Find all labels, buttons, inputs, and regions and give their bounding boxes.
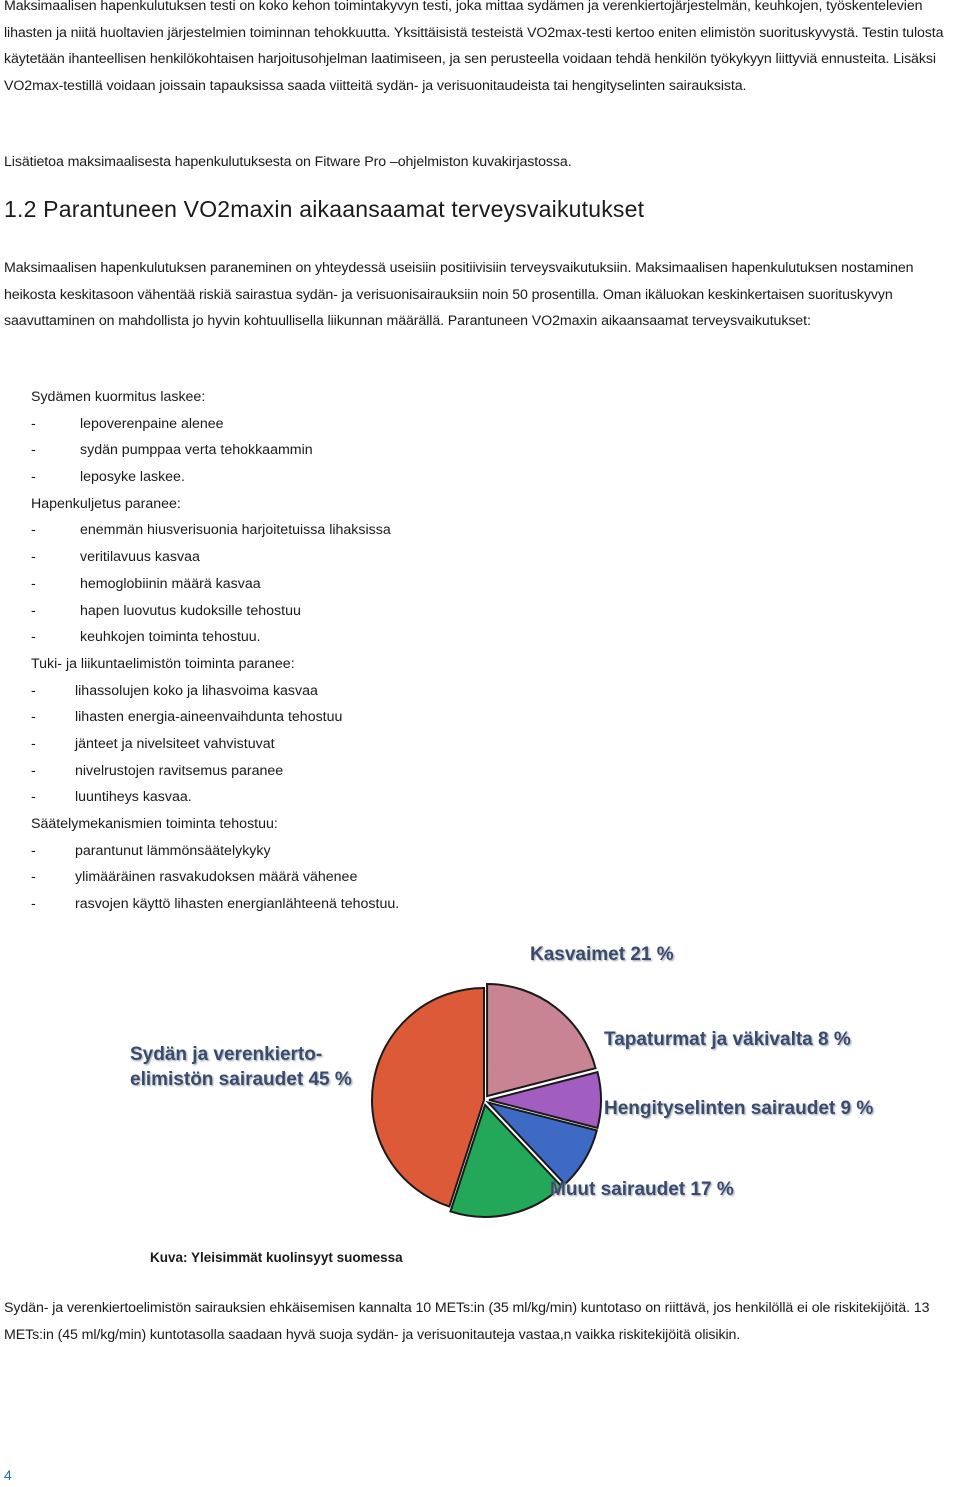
list-dash: - [31,789,36,806]
list-dash: - [31,522,36,539]
list-item-text: lihasten energia-aineenvaihdunta tehostuu [75,709,343,726]
list-item-text: ylimääräinen rasvakudoksen määrä vähenee [75,869,358,886]
group-heading: Säätelymekanismien toiminta tehostuu: [31,816,278,832]
pie-label-tapaturmat: Tapaturmat ja väkivalta 8 % [604,1029,851,1050]
intro-paragraph: Maksimaalisen hapenkulutuksen testi on koko kehon toimintakyvyn testi, joka mittaa sydämen ja verenkiertojärjestelmän, keuhkojen, työskentelevien lihasten ja niitä huoltavien järjestelmien toiminnan tehokkuutta. Yksittäisistä testeistä VO2max-testi kertoo eniten elimistön suorituskyvystä. Testin tulosta käytetään ihanteellisen henkilökohtaisen harjoitusohjelman laatimiseen, ja sen perusteella voidaan tehdä henkilön työkykyyn liittyviä ennusteita. Lisäksi VO2max-testillä voidaan joissain tapauksissa saada viitteitä sydän- ja verisuonitaudeista tai hengityselinten sairauksista. [4,0,944,94]
list-item [31,891,731,918]
list-item-text: nivelrustojen ravitsemus paranee [75,762,284,779]
list-dash: - [31,549,36,566]
pie-label-hengityselinten: Hengityselinten sairaudet 9 % [604,1098,874,1119]
page-number: 4 [4,1467,12,1483]
list-dash: - [31,842,36,859]
list-dash: - [31,602,36,619]
list-dash: - [31,629,36,646]
list-item-text: leposyke laskee. [80,469,185,486]
list-item [31,758,731,785]
list-dash: - [31,469,36,486]
list-item [31,624,731,651]
list-item [31,864,731,891]
list-dash: - [31,575,36,592]
list-item [31,411,731,438]
list-item-text: enemmän hiusverisuonia harjoitetuissa lihaksissa [80,522,391,539]
list-item [31,731,731,758]
list-item-text: lepoverenpaine alenee [80,415,224,432]
group-heading: Sydämen kuormitus laskee: [31,389,206,405]
list-item [31,784,731,811]
list-item [31,571,731,598]
pie-label-kasvaimet: Kasvaimet 21 % [530,944,674,965]
list-dash: - [31,682,36,699]
section-paragraph: Maksimaalisen hapenkulutuksen paraneminen on yhteydessä useisiin positiivisiin terveysvaikutuksiin. Maksimaalisen hapenkulutuksen nostaminen heikosta keskitasoon vähentää riskiä sairastua sydän- ja verisuonisairauksiin noin 50 prosentilla. Oman ikäluokan keskinkertaisen suorituskyvyn saavuttaminen on mahdollista jo hyvin kohtuullisella liikunnan määrällä. Parantuneen VO2maxin aikaansaamat terveysvaikutukset: [4,260,914,330]
info-paragraph: Lisätietoa maksimaalisesta hapenkulutuksesta on Fitware Pro –ohjelmiston kuvakirjastossa. [4,154,572,170]
list-item [31,437,731,464]
list-item-text: lihassolujen koko ja lihasvoima kasvaa [75,682,318,699]
list-item-text: rasvojen käyttö lihasten energianlähteenä tehostuu. [75,896,400,913]
list-item [31,678,731,705]
list-item-text: sydän pumppaa verta tehokkaammin [80,442,313,459]
figure-caption: Kuva: Yleisimmät kuolinsyyt suomessa [150,1250,403,1265]
list-item-text: keuhkojen toiminta tehostuu. [80,629,261,646]
list-item [31,598,731,625]
list-dash: - [31,896,36,913]
list-item-text: hapen luovutus kudoksille tehostuu [80,602,301,619]
list-dash: - [31,442,36,459]
group-heading: Hapenkuljetus paranee: [31,495,181,512]
list-item-text: parantunut lämmönsäätelykyky [75,842,271,859]
list-item-text: hemoglobiinin määrä kasvaa [80,575,261,592]
list-dash: - [31,415,36,432]
benefit-lists [31,384,731,918]
death-causes-pie-chart [112,930,912,1220]
list-item-text: luuntiheys kasvaa. [75,789,192,806]
list-item [31,704,731,731]
group-heading: Tuki- ja liikuntaelimistön toiminta paranee: [31,655,295,672]
list-item-text: jänteet ja nivelsiteet vahvistuvat [75,735,275,752]
closing-paragraph: Sydän- ja verenkiertoelimistön sairauksien ehkäisemisen kannalta 10 METs:in (35 ml/kg/min) kuntotaso on riittävä, jos henkilöllä ei ole riskitekijöitä. 13 METs:in (45 ml/kg/min) kuntotasolla saadaan hyvä suoja sydän- ja verisuonitauteja vastaa,n vaikka riskitekijöitä olisikin. [4,1300,930,1343]
list-dash: - [31,869,36,886]
list-item-text: veritilavuus kasvaa [80,549,200,566]
pie-label-sydan-line2: elimistön sairaudet 45 % [130,1069,352,1090]
list-dash: - [31,762,36,779]
pie-label-sydan-line1: Sydän ja verenkierto- [130,1044,323,1065]
section-heading: 1.2 Parantuneen VO2maxin aikaansaamat terveysvaikutukset [4,196,645,222]
list-item [31,838,731,865]
list-item [31,464,731,491]
list-dash: - [31,709,36,726]
list-item [31,517,731,544]
list-item [31,544,731,571]
list-dash: - [31,735,36,752]
pie-label-muut: Muut sairaudet 17 % [550,1179,734,1200]
